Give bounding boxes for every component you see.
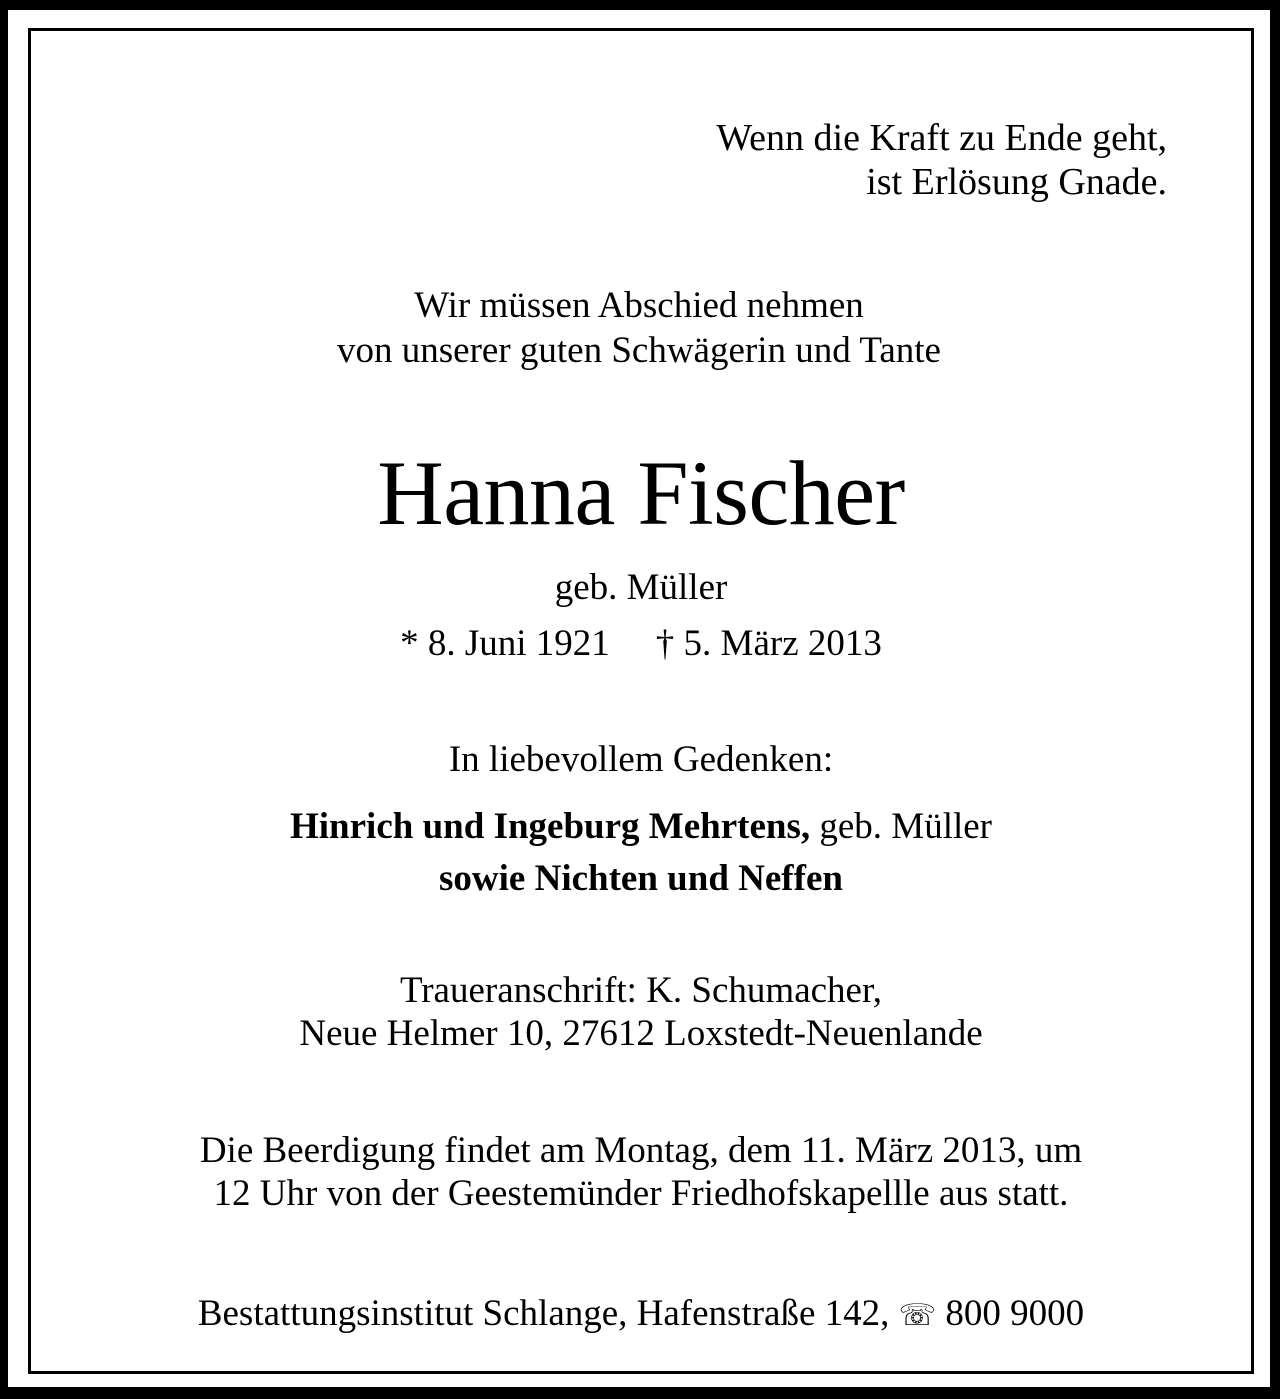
obituary-card bbox=[8, 10, 1270, 1387]
mourners-names: Hinrich und Ingeburg Mehrtens, bbox=[290, 806, 811, 847]
intro-line-2: von unserer guten Schwägerin und Tante bbox=[337, 330, 941, 372]
mourners-line-2 bbox=[31, 853, 1251, 905]
deceased-name: Hanna Fischer bbox=[377, 442, 905, 544]
undertaker-phone: 800 9000 bbox=[936, 1293, 1085, 1334]
obituary-frame bbox=[28, 28, 1254, 1374]
mourners-birth-name: geb. Müller bbox=[810, 806, 992, 847]
funeral-notice bbox=[31, 1129, 1251, 1216]
undertaker-line bbox=[31, 1291, 1251, 1336]
intro-line-1: Wir müssen Abschied nehmen bbox=[414, 285, 864, 326]
death-date: † 5. März 2013 bbox=[655, 623, 882, 664]
intro-text bbox=[31, 283, 1251, 373]
birth-date: * 8. Juni 1921 bbox=[400, 623, 610, 664]
funeral-line-1: Die Beerdigung findet am Montag, dem 11. März 2013, um bbox=[199, 1130, 1083, 1171]
undertaker-info bbox=[31, 1291, 1251, 1336]
motto-line-1: Wenn die Kraft zu Ende geht, bbox=[716, 117, 1167, 159]
address-line-2: Neue Helmer 10, 27612 Loxstedt-Neuenlande bbox=[299, 1013, 983, 1055]
motto-line-2: ist Erlösung Gnade. bbox=[866, 160, 1167, 203]
address-line-1: Traueranschrift: K. Schumacher, bbox=[399, 970, 883, 1011]
life-dates bbox=[31, 621, 1251, 666]
mourners-line-1 bbox=[31, 801, 1251, 853]
birth-name: geb. Müller bbox=[554, 567, 728, 608]
mourners bbox=[31, 801, 1251, 905]
telephone-icon: ☏ bbox=[898, 1298, 937, 1333]
motto bbox=[716, 117, 1167, 204]
mourners-relatives: sowie Nichten und Neffen bbox=[439, 857, 843, 899]
memory-title: In liebevollem Gedenken: bbox=[448, 739, 834, 780]
undertaker-text: Bestattungsinstitut Schlange, Hafenstraße 142, bbox=[197, 1293, 899, 1334]
funeral-line-2: 12 Uhr von der Geestemünder Friedhofskapellle aus statt. bbox=[213, 1173, 1069, 1215]
mourning-address bbox=[31, 969, 1251, 1056]
